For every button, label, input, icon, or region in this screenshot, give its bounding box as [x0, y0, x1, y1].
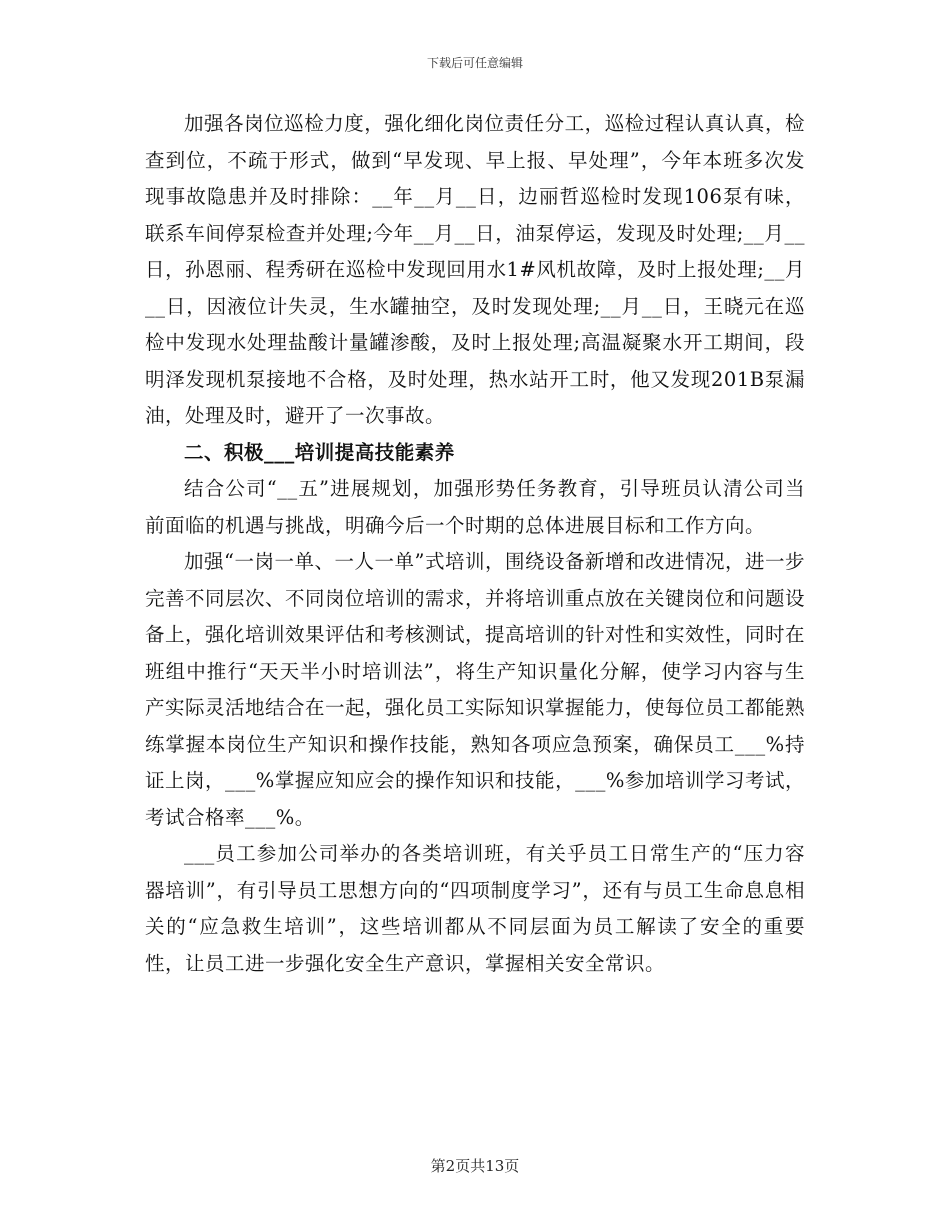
paragraph-inspection: 加强各岗位巡检力度，强化细化岗位责任分工，巡检过程认真认真，检查到位，不疏于形式，做到“早发现、早上报、早处理”，今年本班多次发现事故隐患并及时排除：__年__月__日，边丽哲巡检时发现106泵有味，联系车间停泵检查并处理;今年__月__日，油泵停运，发现及时处理;__月__日，孙恩丽、程秀研在巡检中发现回用水1#风机故障，及时上报处理;__月__日，因液位计失灵，生水罐抽空，及时发现处理;__月__日，王晓元在巡检中发现水处理盐酸计量罐渗酸，及时上报处理;高温凝聚水开工期间，段明泽发现机泵接地不合格，及时处理，热水站开工时，他又发现201B泵漏油，处理及时，避开了一次事故。 — [145, 112, 805, 427]
page-header: 下载后可任意编辑 — [426, 56, 523, 70]
paragraph-training-courses: ___员工参加公司举办的各类培训班，有关乎员工日常生产的“压力容器培训”，有引导员工思想方向的“四项制度学习”，还有与员工生命息息相关的“应急救生培训”，这些培训都从不同层面为员工解读了安全的重要性，让员工进一步强化安全生产意识，掌握相关安全常识。 — [145, 842, 805, 975]
section-heading-training: 二、积极___培训提高技能素养 — [184, 440, 455, 464]
page-number: 第2页共13页 — [430, 1157, 520, 1175]
paragraph-planning: 结合公司“__五”进展规划，加强形势任务教育，引导班员认清公司当前面临的机遇与挑战，明确今后一个时期的总体进展目标和工作方向。 — [145, 477, 805, 537]
document-body — [145, 106, 805, 982]
paragraph-training-method: 加强“一岗一单、一人一单”式培训，围绕设备新增和改进情况，进一步完善不同层次、不同岗位培训的需求，并将培训重点放在关键岗位和问题设备上，强化培训效果评估和考核测试，提高培训的针对性和实效性，同时在班组中推行“天天半小时培训法”，将生产知识量化分解，使学习内容与生产实际灵活地结合在一起，强化员工实际知识掌握能力，使每位员工都能熟练掌握本岗位生产知识和操作技能，熟知各项应急预案，确保员工___%持证上岗，___%掌握应知应会的操作知识和技能，___%参加培训学习考试，考试合格率___%。 — [145, 550, 806, 829]
